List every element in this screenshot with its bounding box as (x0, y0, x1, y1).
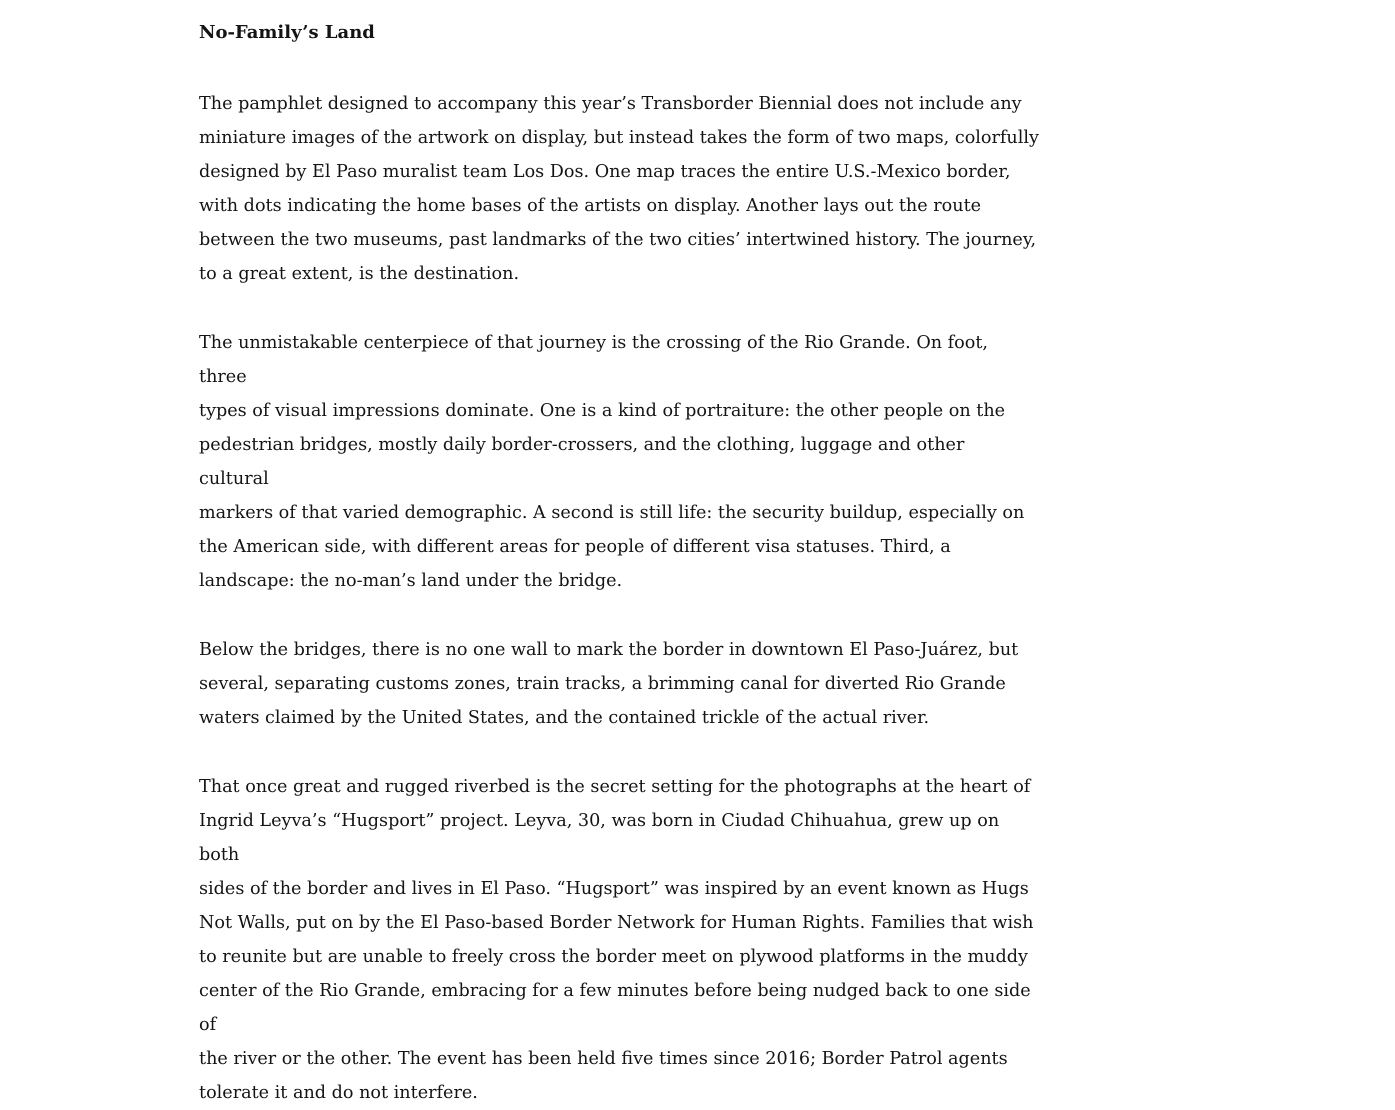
paragraph-1: The pamphlet designed to accompany this year’s Transborder Biennial does not include any miniature images of the artwork on display, but instead takes the form of two maps, colorfully designed by El Paso muralist team Los Dos. One map traces the entire U.S.-Mexico border, with dots indicating the home bases of the artists on display. Another lays out the route between the two museums, past landmarks of the two cities’ intertwined history. The journey, to a great extent, is the destination. (199, 94, 1039, 284)
paragraph-3: Below the bridges, there is no one wall to mark the border in downtown El Paso-Juárez, but several, separating customs zones, train tracks, a brimming canal for diverted Rio Grande waters claimed by the United States, and the contained trickle of the actual river. (199, 640, 1019, 728)
section-heading: No-Family’s Land (199, 22, 375, 43)
paragraph-4: That once great and rugged riverbed is the secret setting for the photographs at the heart of Ingrid Leyva’s “Hugsport” project. Leyva, 30, was born in Ciudad Chihuahua, grew up on both sides of the border and lives in El Paso. “Hugsport” was inspired by an event known as Hugs Not Walls, put on by the El Paso-based Border Network for Human Rights. Families that wish to reunite but are unable to freely cross the border meet on plywood platforms in the muddy center of the Rio Grande, embracing for a few minutes before being nudged back to one side of the river or the other. The event has been held five times since 2016; Border Patrol agents tolerate it and do not interfere. (199, 777, 1034, 1103)
paragraph-2: The unmistakable centerpiece of that journey is the crossing of the Rio Grande. On foot, three types of visual impressions dominate. One is a kind of portraiture: the other people on the pedestrian bridges, mostly daily border-crossers, and the clothing, luggage and other cultural markers of that varied demographic. A second is still life: the security buildup, especially on the American side, with different areas for people of different visa statuses. Third, a landscape: the no-man’s land under the bridge. (199, 333, 1025, 591)
article-body (199, 18, 1039, 1110)
